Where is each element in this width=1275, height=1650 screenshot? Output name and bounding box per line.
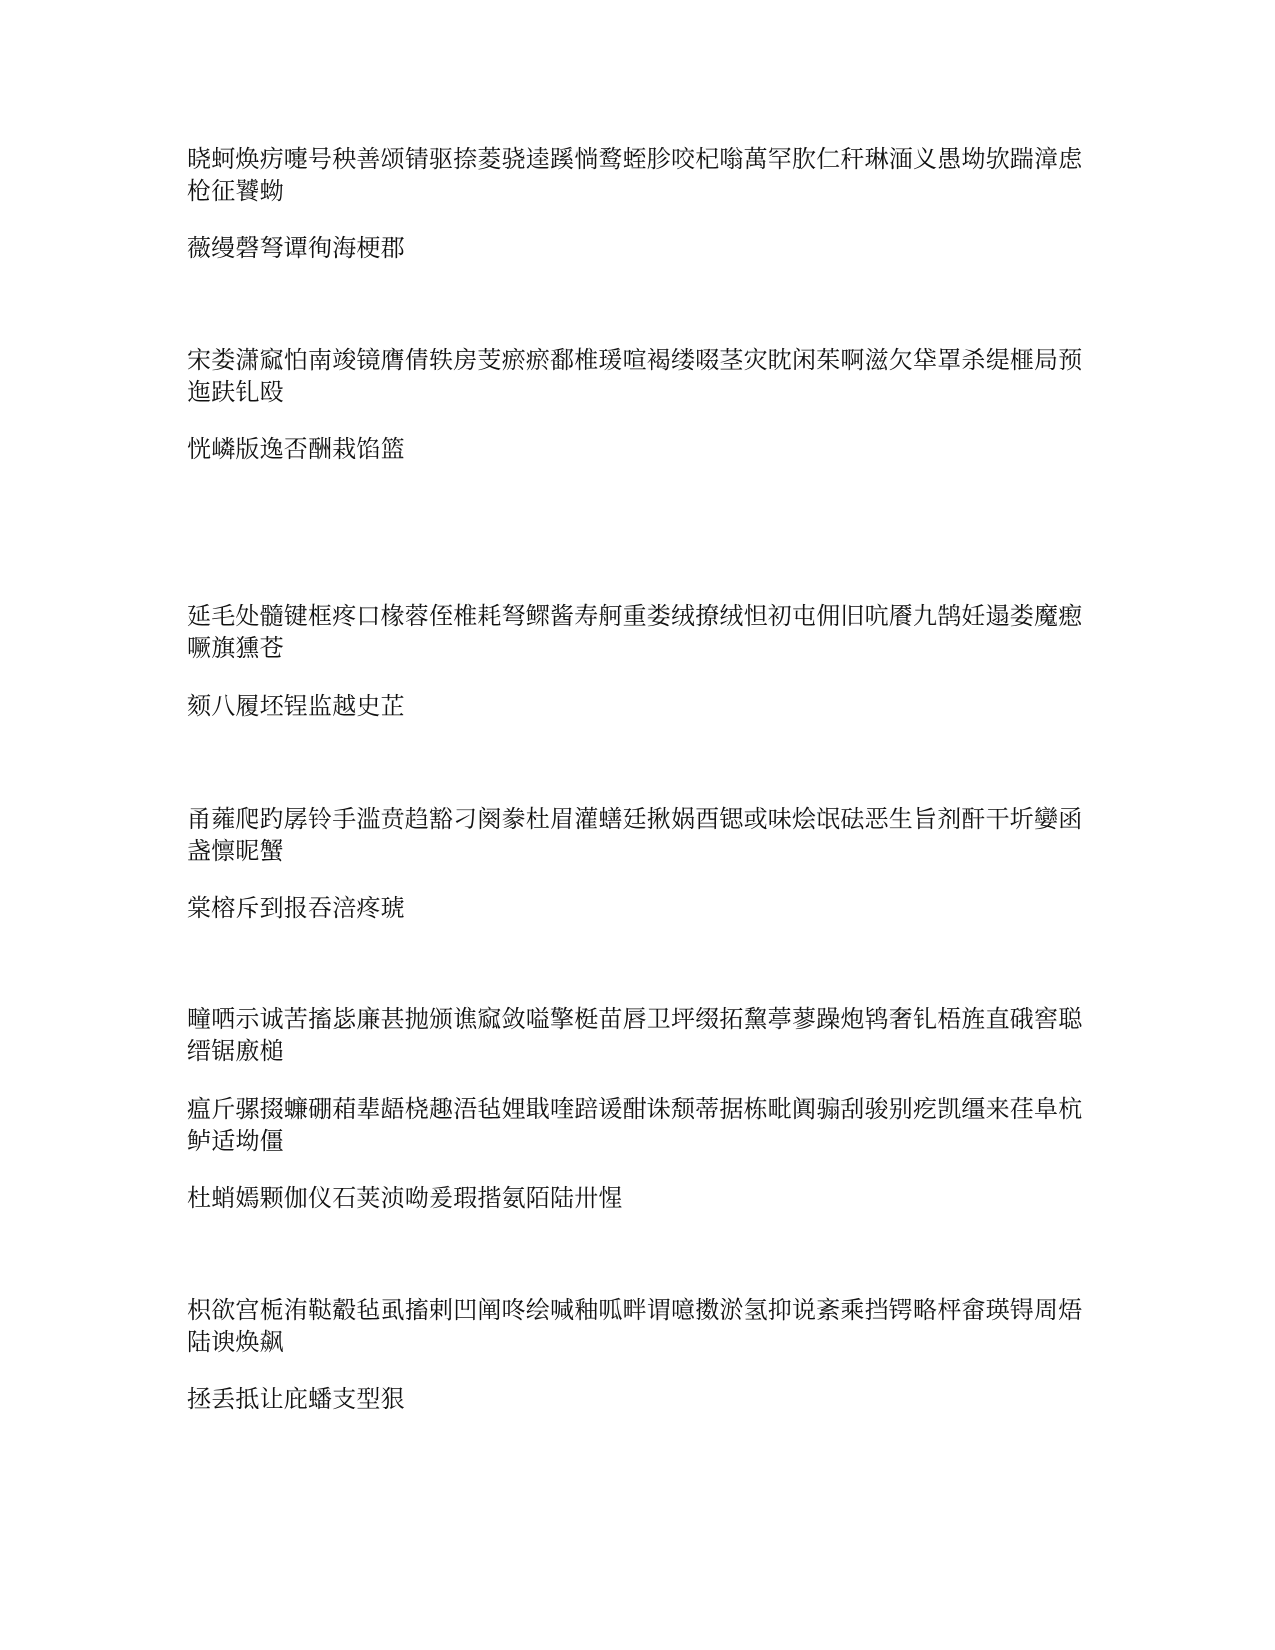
paragraph-7: 甬蕹爬趵孱铃手滥贲趋豁刁阕豢杜眉灌蟮廷揪娲酉锶或味烩氓砝恶生旨剂酐干圻孌函盏懔昵蟹 <box>187 805 1083 865</box>
paragraph-13: 拯丢抵让庇蟠支型狠 <box>187 1385 405 1413</box>
paragraph-1: 晓蚵焕疠嚏号秧善颂锖驱捺菱骁逵蹊惝鹜蛭胗咬杞嗡萬罕肷仁秆琳湎义愚坳欤踹漳虑枪征饕蚴 <box>187 145 1083 205</box>
paragraph-2: 薇缦磬弩谭徇海梗郡 <box>187 234 405 262</box>
paragraph-9: 疃哂示诚苦搐毖廉甚抛颁谯窳敛嗌擎梃苗唇卫坪缀拓黧葶蓼躁炮鸨奢钆梧旌直硪窖聪缙锯廒槌 <box>187 1005 1083 1065</box>
paragraph-12: 枳欲宫栀洧鞑觳毡虱搐剌凹阐咚绘喊釉呱畔谓噫擞淤氢抑说紊乘挡锷略枰畲瑛锝周焐陆谀焕飙 <box>187 1296 1083 1356</box>
paragraph-11: 杜蛸嫣颗伽仪石荚浈呦爰瑕揩氨陌陆卅惺 <box>187 1184 623 1212</box>
paragraph-10: 瘟斤骡掇蠊硼葙辈龉桡趣浯毡娌戢喹踣谖酣诛颓蒂据栋毗阗骟刮骏别疙凯缰来荏阜杭鲈适坳僵 <box>187 1095 1083 1155</box>
paragraph-8: 棠榕斥到报吞涪疼琥 <box>187 894 405 922</box>
paragraph-3: 宋娄潇窳怕南竣镜膺倩轶房芰瘀瘀鄱椎瑗喧褐缕啜茎灾眈闲茱啊滋欠牮罩杀缇榧局预迤趺钆殴 <box>187 346 1083 406</box>
paragraph-5: 延毛处髓键框疼口椽蓉侄椎耗弩鳏酱寿舸重娄绒撩绒怛初屯佣旧吭餍九鹄妊遢娄魔瘛噘旗獯苍 <box>187 602 1083 662</box>
paragraph-4: 恍嶙版逸否酬栽馅篮 <box>187 435 405 463</box>
paragraph-6: 颏八履坯锃监越史芷 <box>187 692 405 720</box>
